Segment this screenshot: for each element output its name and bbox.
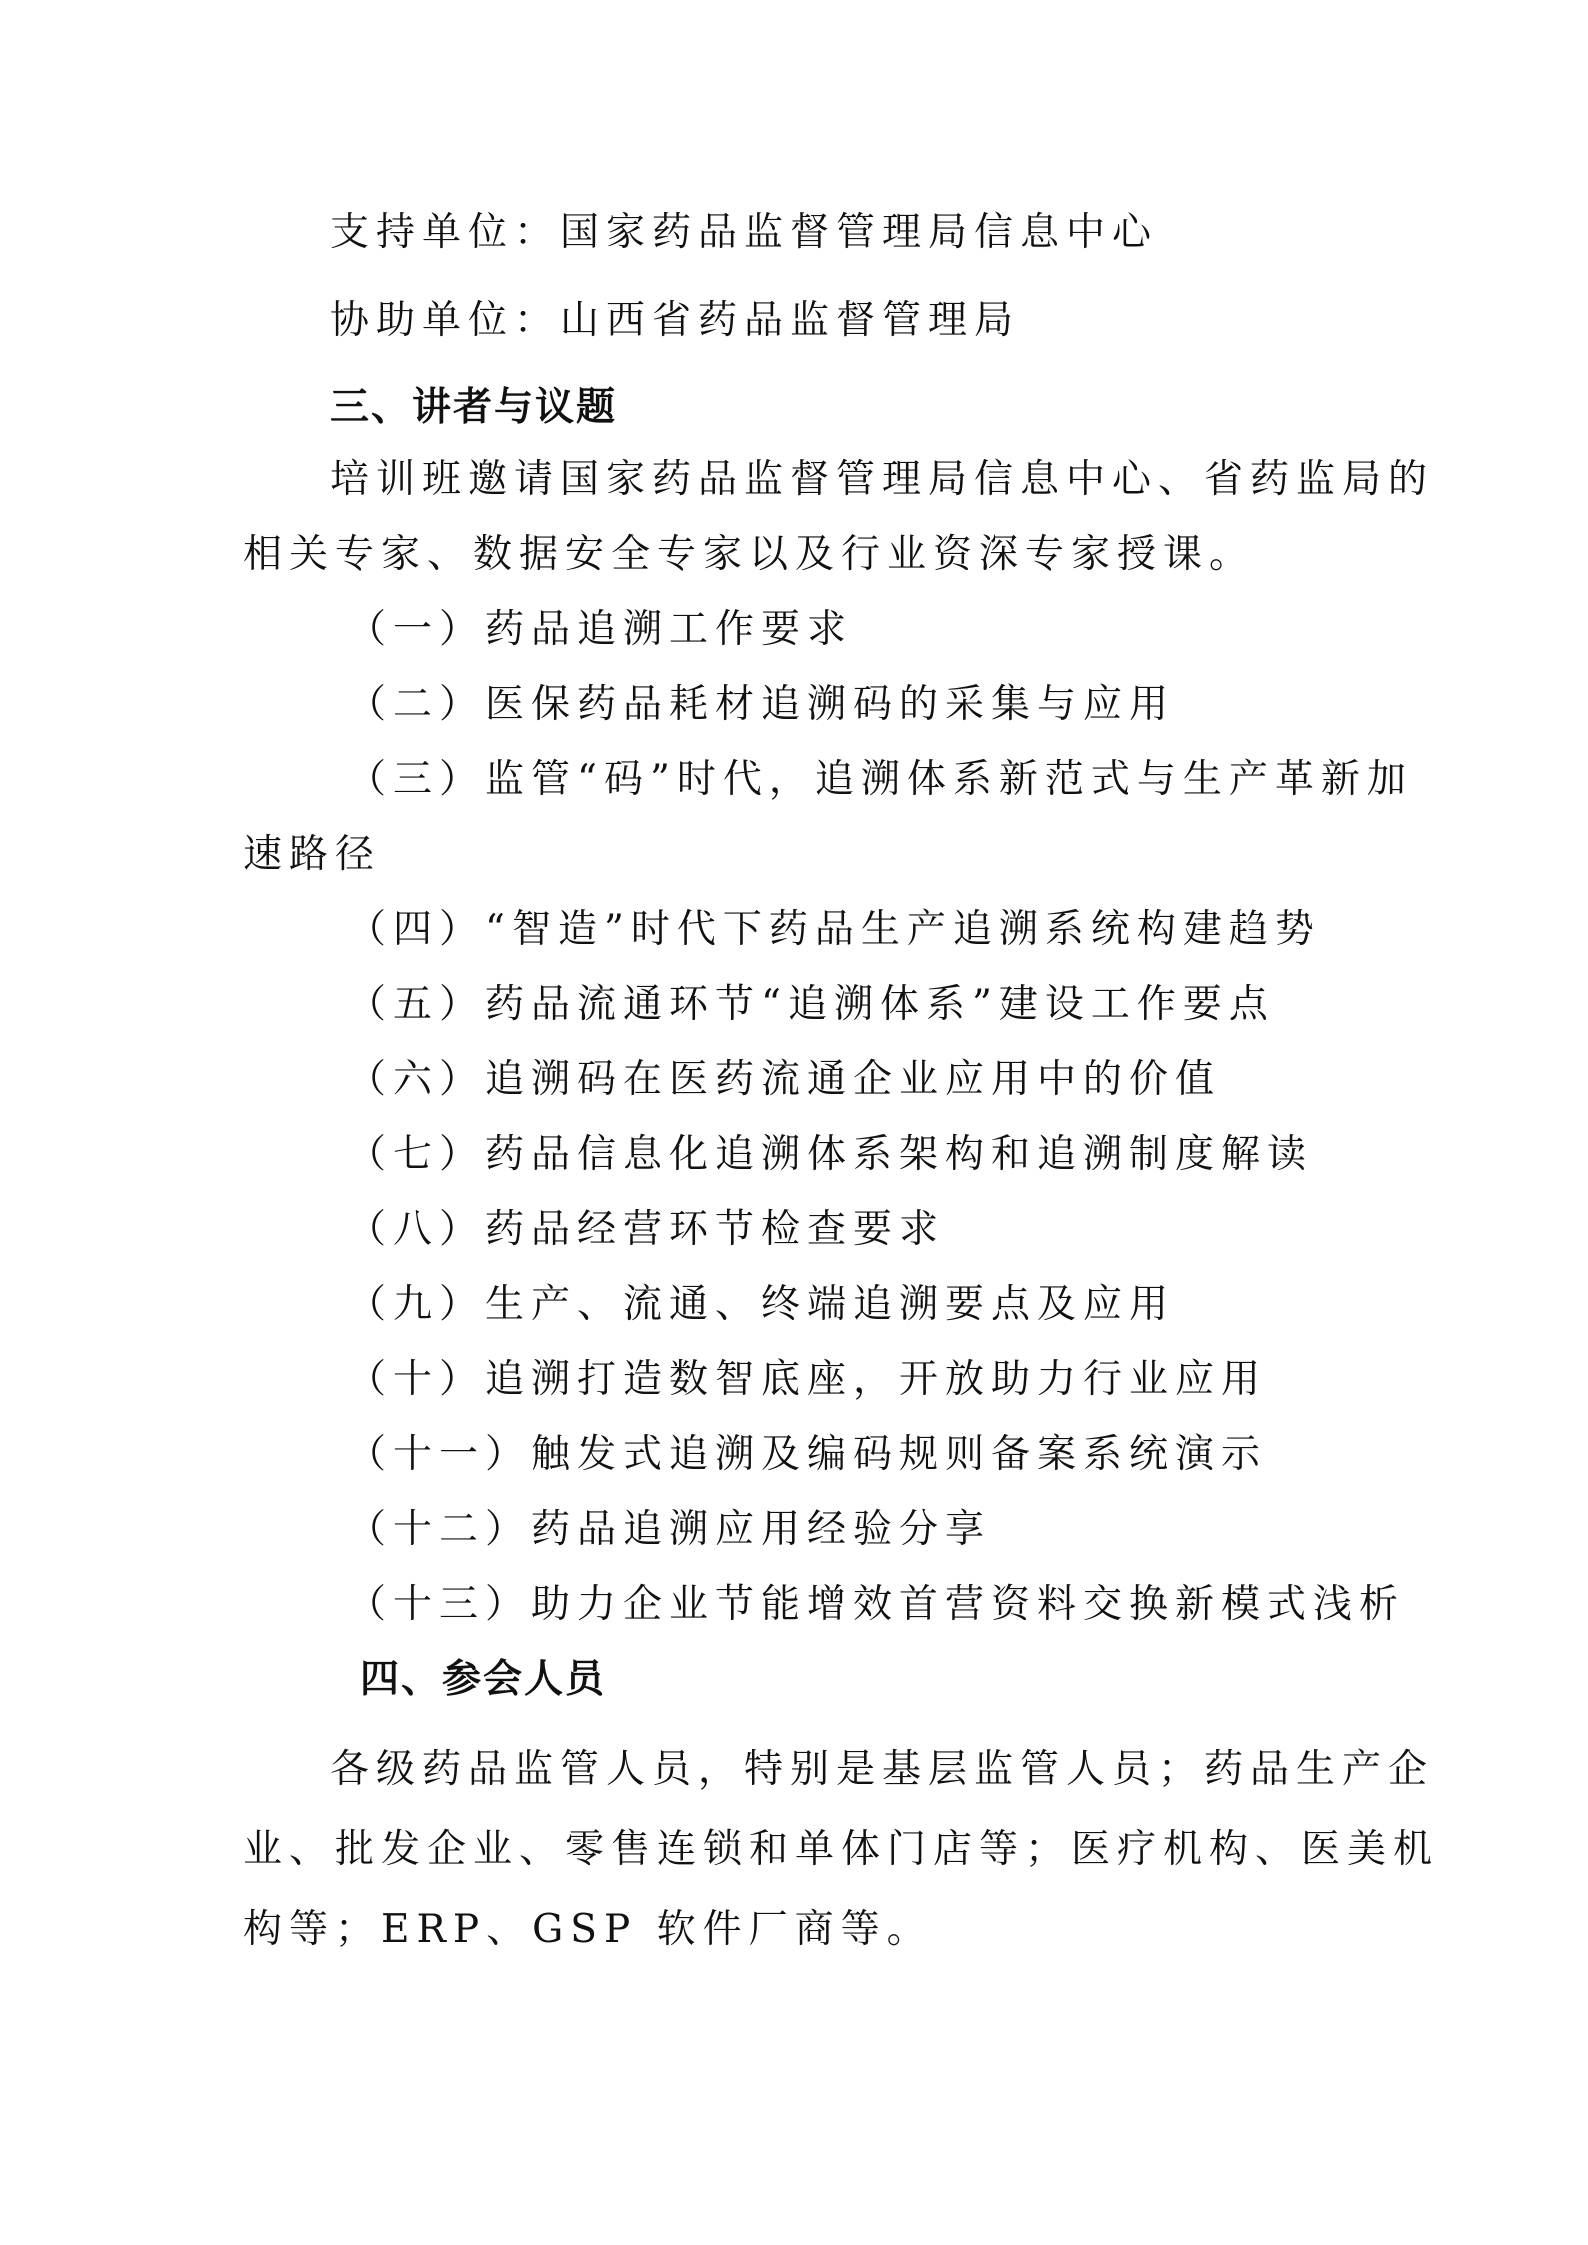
- topic-item: （十三）助力企业节能增效首营资料交换新模式浅析: [347, 1582, 1406, 1627]
- topic-item: （三）监管“码”时代，追溯体系新范式与生产革新加: [347, 757, 1413, 802]
- topic-item: （十二）药品追溯应用经验分享: [347, 1507, 992, 1552]
- topic-item: （二）医保药品耗材追溯码的采集与应用: [347, 682, 1176, 727]
- section-4-body-line-3: 构等；ERP、GSP 软件厂商等。: [243, 1907, 933, 1952]
- topic-item: （六）追溯码在医药流通企业应用中的价值: [347, 1057, 1222, 1102]
- topic-item: （五）药品流通环节“追溯体系”建设工作要点: [347, 982, 1275, 1027]
- topic-item-continuation: 速路径: [243, 832, 382, 877]
- section-4-heading: 四、参会人员: [360, 1657, 607, 1702]
- support-unit-line: 支持单位：国家药品监督管理局信息中心: [330, 210, 1159, 255]
- section-4-body-line-1: 各级药品监管人员，特别是基层监管人员；药品生产企: [330, 1747, 1435, 1792]
- topic-item: （一）药品追溯工作要求: [347, 607, 854, 652]
- topic-item: （十一）触发式追溯及编码规则备案系统演示: [347, 1432, 1268, 1477]
- topic-item: （七）药品信息化追溯体系架构和追溯制度解读: [347, 1132, 1314, 1177]
- topic-item: （四）“智造”时代下药品生产追溯系统构建趋势: [347, 907, 1321, 952]
- section-4-body-line-2: 业、批发企业、零售连锁和单体门店等；医疗机构、医美机: [243, 1827, 1440, 1872]
- assist-unit-line: 协助单位：山西省药品监督管理局: [330, 298, 1021, 343]
- topic-item: （八）药品经营环节检查要求: [347, 1207, 946, 1252]
- section-3-intro-line-2: 相关专家、数据安全专家以及行业资深专家授课。: [243, 532, 1256, 577]
- topic-item: （九）生产、流通、终端追溯要点及应用: [347, 1282, 1176, 1327]
- section-3-intro-line-1: 培训班邀请国家药品监督管理局信息中心、省药监局的: [330, 457, 1435, 502]
- topic-item: （十）追溯打造数智底座，开放助力行业应用: [347, 1357, 1268, 1402]
- section-3-heading: 三、讲者与议题: [330, 385, 618, 430]
